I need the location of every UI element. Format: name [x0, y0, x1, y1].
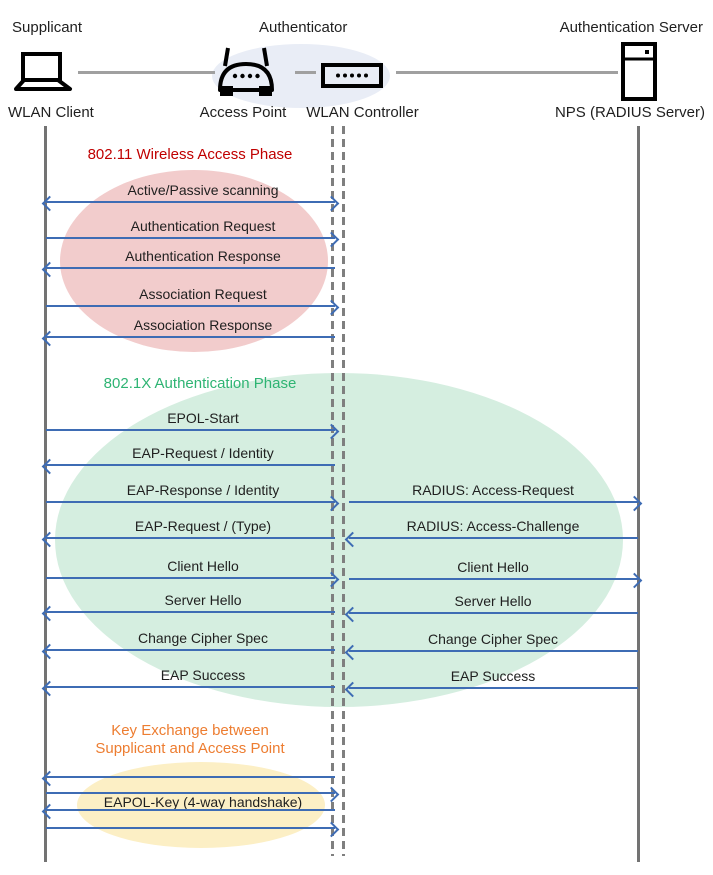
- message-label: Association Request: [139, 286, 267, 302]
- message-label: Active/Passive scanning: [127, 182, 279, 198]
- message-arrow: [46, 305, 335, 307]
- message-arrow: [46, 201, 335, 203]
- message-arrow: [46, 686, 335, 688]
- device-label-wlan-controller: WLAN Controller: [306, 104, 419, 121]
- connector-client-ap: [78, 71, 215, 74]
- wlan-controller-icon: [321, 63, 383, 88]
- message-arrow: [349, 612, 638, 614]
- message-label: Server Hello: [164, 592, 242, 608]
- message-arrow: [349, 578, 638, 580]
- connector-ap-controller: [295, 71, 316, 74]
- phase-title-3: Key Exchange between Supplicant and Access Point: [95, 722, 285, 757]
- message-label: EPOL-Start: [167, 410, 239, 426]
- device-label-nps-radius-server: NPS (RADIUS Server): [554, 104, 705, 121]
- message-arrow: [46, 464, 335, 466]
- message-label: Association Response: [133, 317, 273, 333]
- message-arrow: [46, 577, 335, 579]
- server-icon: [620, 42, 658, 102]
- phase-title-2: 802.1X Authentication Phase: [103, 375, 297, 392]
- message-arrow: [349, 650, 638, 652]
- message-arrow: [46, 827, 335, 829]
- message-label: Change Cipher Spec: [428, 631, 558, 647]
- message-label: Client Hello: [457, 559, 529, 575]
- role-label-authenticator: Authenticator: [259, 19, 348, 36]
- message-label: Change Cipher Spec: [138, 630, 268, 646]
- message-arrow: [349, 687, 638, 689]
- arrowhead-right: [324, 821, 340, 837]
- message-label: EAP-Request / Identity: [132, 445, 274, 461]
- message-arrow: [349, 537, 638, 539]
- message-arrow: [46, 537, 335, 539]
- role-label-authentication-server: Authentication Server: [559, 19, 703, 36]
- message-arrow: [46, 501, 335, 503]
- message-arrow: [46, 649, 335, 651]
- message-label: Authentication Request: [130, 218, 276, 234]
- message-arrow: [46, 611, 335, 613]
- device-label-access-point: Access Point: [199, 104, 287, 121]
- message-label: EAP-Response / Identity: [126, 482, 280, 498]
- message-arrow: [46, 809, 335, 811]
- message-arrow: [46, 237, 335, 239]
- phase-title-1: 802.11 Wireless Access Phase: [87, 146, 293, 163]
- message-arrow: [46, 776, 335, 778]
- message-arrow: [46, 429, 335, 431]
- access-point-icon: [216, 46, 276, 98]
- message-label: EAP Success: [450, 668, 536, 684]
- message-label: Authentication Response: [125, 248, 281, 264]
- device-label-wlan-client: WLAN Client: [8, 104, 94, 121]
- message-arrow: [46, 336, 335, 338]
- message-label: RADIUS: Access-Challenge: [406, 518, 580, 534]
- message-label: Client Hello: [167, 558, 239, 574]
- message-label: EAP Success: [160, 667, 246, 683]
- message-label: EAP-Request / (Type): [134, 518, 272, 534]
- message-label: EAPOL-Key (4-way handshake): [103, 794, 303, 810]
- message-label: Server Hello: [454, 593, 532, 609]
- laptop-icon: [13, 52, 73, 92]
- message-label: RADIUS: Access-Request: [412, 482, 574, 498]
- message-arrow: [349, 501, 638, 503]
- connector-controller-server: [396, 71, 618, 74]
- message-arrow: [46, 267, 335, 269]
- role-label-supplicant: Supplicant: [12, 19, 83, 36]
